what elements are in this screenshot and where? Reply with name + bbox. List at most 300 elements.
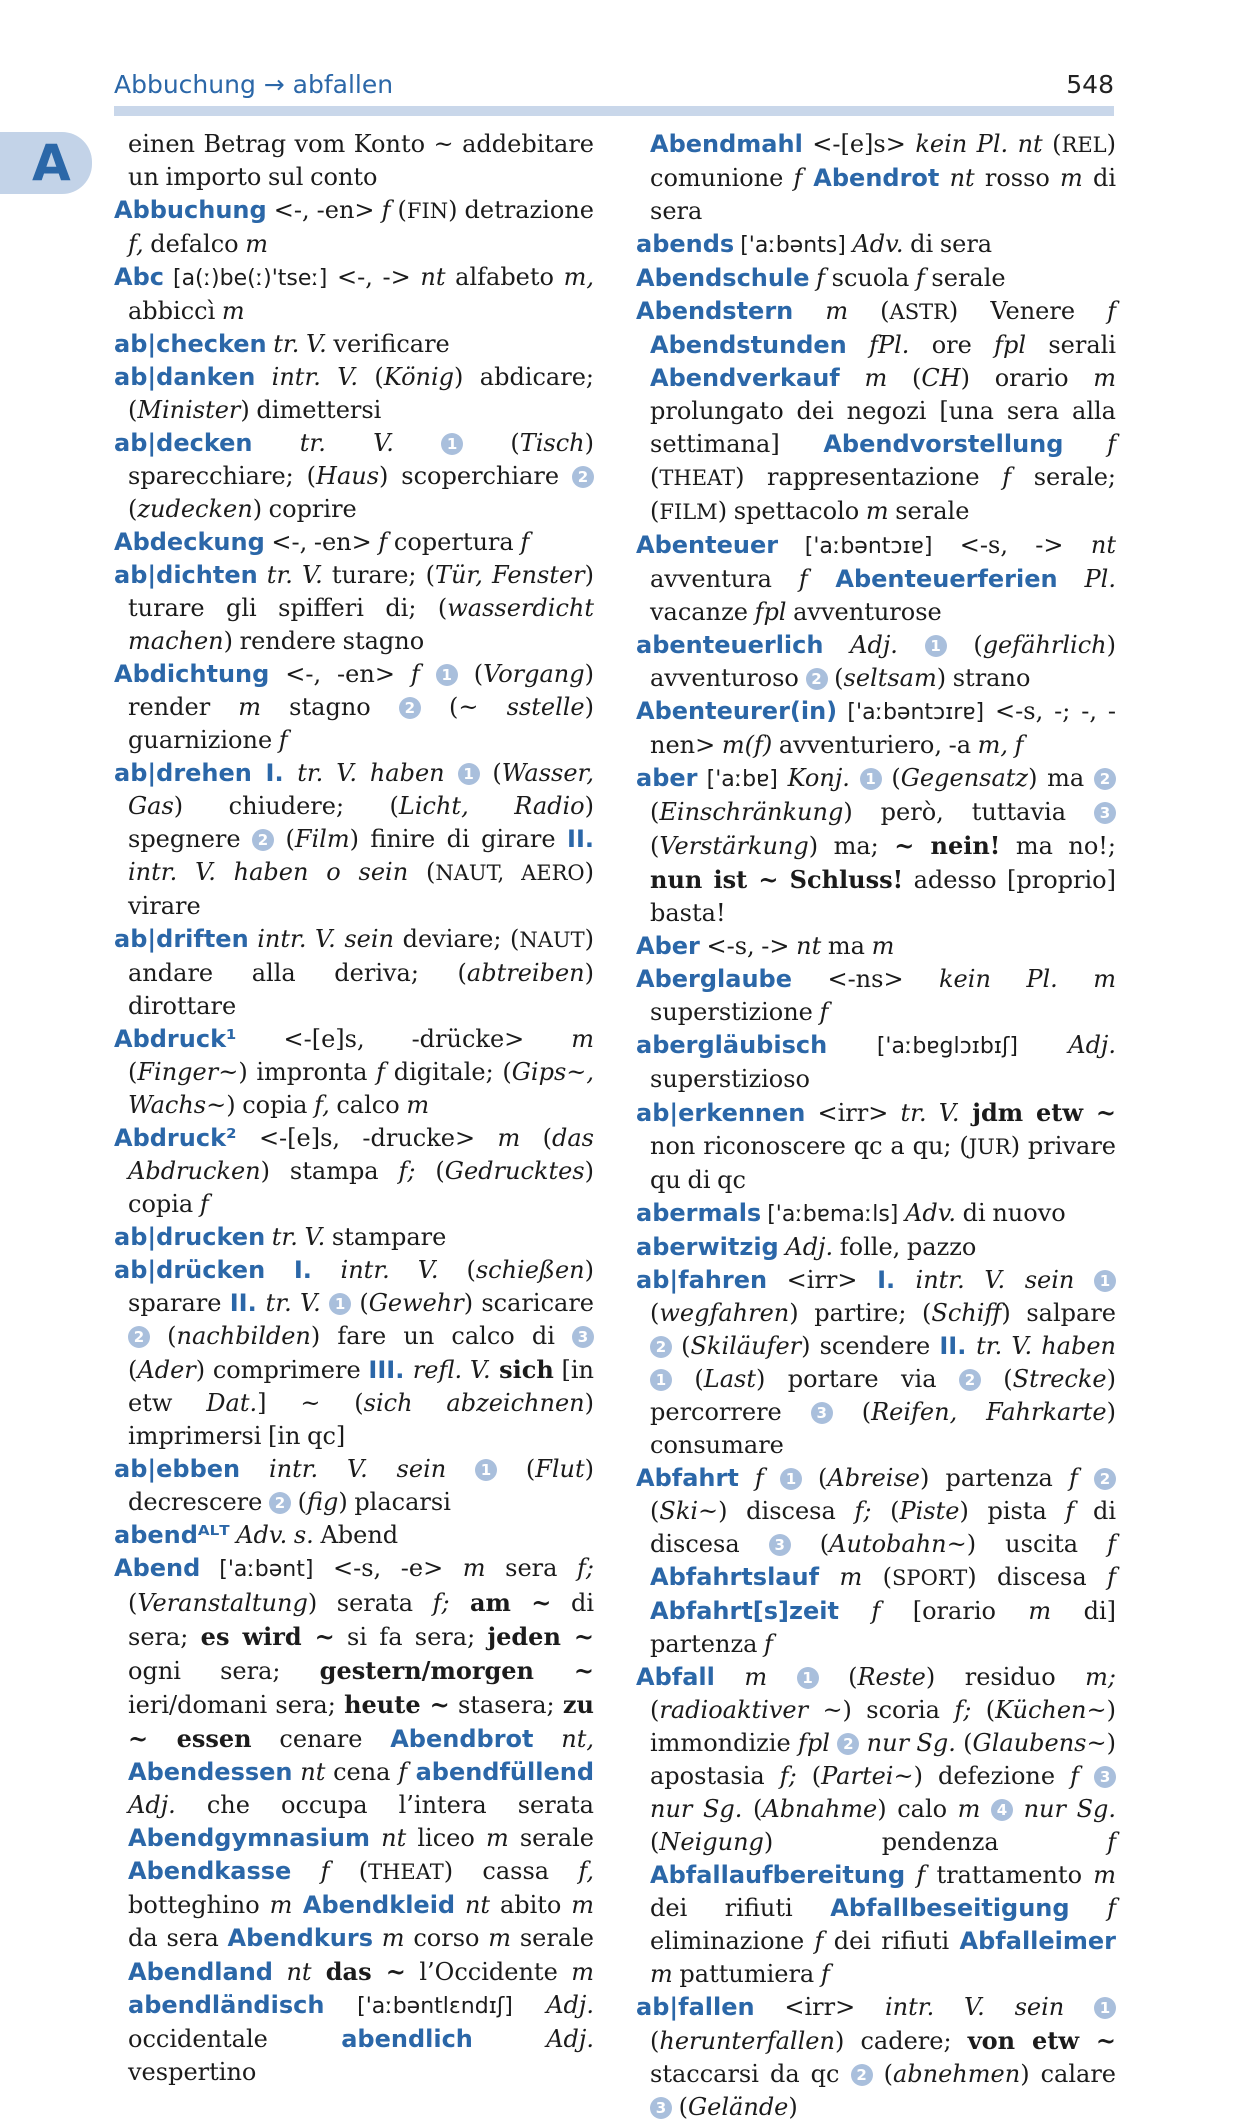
running-head [114,70,1114,106]
dictionary-entry [114,328,594,361]
headword: Abendstern [636,297,794,325]
grammar-note: tr. V. [265,1223,326,1251]
entry-text: ( [274,825,295,853]
grammar-note: nt [796,932,822,960]
entry-text: dei rifiuti [823,1927,960,1955]
grammar-note: Finger~ [137,1058,239,1086]
headword: Abendkurs [227,1924,374,1952]
grammar-note: m [488,1924,512,1952]
grammar-note: Vorgang [483,660,585,688]
dictionary-entry [114,526,594,559]
grammar-note: das Abdrucken [128,1124,594,1185]
entry-text: ( [520,1124,552,1152]
entry-text: ) sparecchiare; ( [128,429,594,490]
entry-text: trattamento [925,1861,1094,1889]
grammar-note: f [1070,1762,1095,1790]
grammar-note: m [485,1824,509,1852]
entry-text: ) rendere stagno [223,627,425,655]
entry-text: avventurose [786,598,942,626]
entry-text: ( [818,1663,858,1691]
grammar-note: f [819,998,829,1026]
entry-text: ( [872,2060,893,2088]
headword: ab|ebben [114,1455,241,1483]
grammar-note: Abnahme [762,1795,878,1823]
headword: Abendvorstellung [823,430,1064,458]
grammar-note: Flut [535,1455,585,1483]
entry-text: ) apostasia [650,1729,1116,1790]
entry-text: serale; ( [650,463,1116,525]
thumb-tab-letter: A [32,134,71,192]
field-label: FIN [406,199,449,223]
headword: Abfallbeseitigung [830,1894,1070,1922]
headword: I. [251,759,298,787]
grammar-note: m, [563,263,595,291]
headword: abends [636,230,735,258]
headword: Abendgymnasium [128,1824,371,1852]
phrase: heute ~ [344,1690,450,1719]
entry-text: ( [650,1497,660,1525]
grammar-note: f [1107,297,1116,325]
grammar-note: Pl. [1057,565,1116,593]
entry-text: rosso [974,164,1061,192]
entry-text: ) serata [307,1589,433,1617]
field-label: NAUT [519,928,585,952]
grammar-note: f [381,196,391,224]
dictionary-entry [636,1462,1116,1661]
dictionary-entry [114,261,594,328]
entry-text: ) immondizie [650,1696,1116,1757]
entry-text: ( [650,1299,660,1327]
grammar-note: nt [370,1824,407,1852]
grammar-note: f [398,1758,408,1786]
entry-text: serale [511,1924,594,1952]
grammar-note: f [1002,463,1012,491]
entry-text: ) decrescere [128,1455,594,1516]
dictionary-entry [114,1221,594,1254]
entry-text: ( [980,1365,1013,1393]
phrase: von etw ~ [967,2026,1116,2055]
grammar-note: Strecke [1012,1365,1107,1393]
grammar-note: Ader [137,1356,196,1384]
field-label: REL [1061,133,1107,157]
entry-text: calco [329,1091,407,1119]
grammar-note: tr. V. [252,429,442,457]
entry-text: <-ns> [792,965,940,993]
entry-text: vacanze [650,598,755,626]
grammar-note: sich abzeichnen [363,1389,585,1417]
grammar-note: tr. V. [265,1289,330,1317]
phonetic: [a(ː)be(ː)'tseː] [163,266,328,291]
headword: Abfalleimer [959,1927,1117,1955]
grammar-note: Schiff [931,1299,1002,1327]
entry-text: <-[e]s, -drücke> [236,1025,572,1053]
entry-text: ( [128,1589,138,1617]
header-rule [114,106,1114,116]
grammar-note: f [905,1861,926,1889]
entry-text: ) chiudere; ( [173,792,399,820]
sense-number: 3 [650,2097,672,2119]
entry-text: ) partenza [919,1464,1069,1492]
grammar-note: intr. V. sein [885,1993,1094,2021]
grammar-note: Autobahn~ [829,1530,967,1558]
headword: Abdruck² [114,1124,237,1152]
grammar-note: Adj. [778,1233,834,1261]
entry-text: dei rifiuti [650,1894,831,1922]
entry-text: Abend [313,1521,399,1549]
headword: II. [567,825,594,853]
grammar-note: f [1065,1497,1075,1525]
entry-text: di sera [650,164,1117,225]
phonetic: ['aːbɐmaːls] [761,1202,899,1227]
entry-text: ore [909,331,995,359]
entry-text: ) calo [877,1795,958,1823]
entry-text: <-, -> [327,263,421,291]
headword: Abenteuer [636,531,779,559]
dictionary-entry [636,1096,1116,1197]
entry-text: ( [150,1322,177,1350]
entry-text: ) copia [128,1157,594,1218]
grammar-note: m [819,1563,863,1591]
entry-text: ( [351,1289,369,1317]
entry-text: ( [955,1729,973,1757]
entry-text: ( [742,1795,763,1823]
entry-text: ) uscita [966,1530,1108,1558]
phonetic: ['aːbənt] [200,1557,314,1582]
dictionary-entry [114,1122,594,1221]
grammar-note: nur Sg. [1013,1795,1117,1823]
entry-text: ) salpare [1001,1299,1116,1327]
entry-text: avventura [650,565,799,593]
grammar-note: fpl [754,598,787,626]
headword: I. [265,1256,341,1284]
entry-text: <-s, -e> [313,1554,463,1582]
entry-text: occidentale [128,2025,342,2053]
headword: ab|drucken [114,1223,266,1251]
dictionary-entry [114,194,594,261]
entry-text: ) spegnere [128,792,594,853]
grammar-note: Piste [899,1497,960,1525]
dictionary-entry [114,1552,594,2089]
grammar-note: f [1107,1828,1116,1856]
dictionary-entry [636,1264,1116,1462]
entry-text: ) placarsi [338,1488,451,1516]
grammar-note: tr. V. haben [976,1332,1117,1360]
entry-text: ) comprimere [195,1356,369,1384]
entry-text: ( [415,1157,445,1185]
dictionary-entry [114,1519,594,1552]
sense-number: 2 [252,829,274,851]
dictionary-entry [636,963,1116,1029]
grammar-note: abtreiben [466,959,585,987]
entry-text: ) portare via [755,1365,959,1393]
entry-text: ) Venere [948,297,1108,325]
headword: II. [229,1289,266,1317]
dictionary-entry [114,1023,594,1122]
grammar-note: m [238,693,262,721]
grammar-note: Gedrucktes [444,1157,585,1185]
dictionary-entry [636,629,1116,695]
entry-text: <-, -en> [264,528,379,556]
grammar-note: intr. V. sein [915,1266,1095,1294]
dictionary-entry [114,757,594,923]
grammar-note: tr. V. [257,561,323,589]
phrase: nun ist ~ Schluss! [650,865,904,894]
dictionary-entry [636,1661,1116,1991]
entry-text: di sera; [128,1589,595,1651]
grammar-note: Neigung [659,1828,764,1856]
grammar-note: nachbilden [176,1322,311,1350]
grammar-note: nt [292,1758,326,1786]
headword: Aberglaube [636,965,793,993]
sense-number: 2 [806,668,828,690]
headword: ab|drücken [114,1256,266,1284]
headword: Abend [114,1554,201,1582]
entry-text: cenare [251,1725,391,1753]
headword: ab|erkennen [636,1099,806,1127]
dictionary-entry [114,923,594,1023]
sense-number: 1 [860,768,882,790]
entry-text: ogni sera; [128,1657,320,1685]
entry-text: <-s, -; -, -nen> [650,697,1116,759]
sense-number: 1 [436,664,458,686]
grammar-note: seltsam [843,664,937,692]
entry-text: ( [650,832,660,860]
entry-text: ) andare alla deriva; ( [128,925,594,987]
dictionary-entry [114,658,594,757]
sense-number: 1 [441,433,463,455]
grammar-note: f [814,1927,824,1955]
sense-number: 2 [1094,1468,1116,1490]
entry-text: cena [325,1758,399,1786]
headword: Abendland [128,1958,273,1986]
left-column [114,128,595,2086]
grammar-note: f; [854,1497,872,1525]
grammar-note: nt [420,263,446,291]
grammar-note: Konj. [777,764,860,792]
entry-text: scuola [825,264,916,292]
dictionary-entry [636,1197,1116,1231]
sense-number: 1 [797,1667,819,1689]
headword: aber [636,764,698,792]
entry-text: non riconoscere qc a qu; ( [650,1132,969,1160]
headword: ab|danken [114,363,256,391]
dictionary-entry [636,1231,1116,1264]
entry-text: ) calare [1020,2060,1117,2088]
grammar-note: Reste [857,1663,926,1691]
entry-text: adesso [proprio] basta! [650,866,1116,927]
entry-text: ) detrazione [448,196,594,224]
grammar-note: f, [314,1091,330,1119]
phrase: zu ~ essen [128,1690,594,1753]
entry-text: ) ma [1028,764,1094,792]
grammar-note: f [520,528,530,556]
entry-text: ] ~ ( [257,1389,364,1417]
entry-text: ( [672,2093,688,2121]
entry-text: ) turare gli spifferi di; ( [128,561,595,622]
headword: Abfahrt [636,1464,739,1492]
phonetic: ['aːbəntlɛndɪʃ] [324,1994,513,2019]
headword: Abfall [636,1663,715,1691]
headword: Abc [114,263,164,291]
entry-text: einen Betrag vom Konto ~ addebitare un importo sul conto [128,130,594,191]
grammar-note: f [1107,1530,1116,1558]
grammar-note: Küchen~ [995,1696,1107,1724]
grammar-note: nt [455,1891,491,1919]
grammar-note: Partei~ [821,1762,914,1790]
grammar-note: Gewehr [368,1289,464,1317]
entry-text: ( [408,858,436,886]
entry-text: ) comunione [650,130,1116,192]
sense-number: 1 [780,1468,802,1490]
dictionary-entry [636,930,1116,963]
grammar-note: kein Pl. m [939,965,1116,993]
sense-number: 2 [851,2064,873,2086]
field-label: ASTR [889,300,949,324]
entry-text: ( [497,1455,536,1483]
headword: Abendschule [636,264,810,292]
grammar-note: Verstärkung [659,832,809,860]
headword: Abdeckung [114,528,265,556]
entry-text: ) scoperchiare [379,462,572,490]
grammar-note: m(f) [721,731,773,759]
headword: Abfahrt[s]zeit [650,1597,839,1625]
entry-text: ) orario [960,364,1094,392]
grammar-note: f, [128,230,144,258]
entry-text: serale [924,264,1006,292]
entry-text: ) scoria [842,1696,955,1724]
grammar-note: m [373,1924,405,1952]
grammar-note: Minister [137,396,241,424]
dictionary-entry [636,128,1116,228]
grammar-note: m [793,297,849,325]
entry-text: ( [672,1365,704,1393]
entry-text: <-, -en> [266,196,382,224]
grammar-note: m [839,364,888,392]
grammar-note: Adj. [512,1991,594,2019]
dictionary-entry [636,695,1116,762]
grammar-note: f [278,726,288,754]
entry-text: ) rappresentazione [735,463,1003,491]
entry-text: ( [650,798,660,826]
headword: Abfahrtslauf [650,1563,820,1591]
grammar-note: Adv. [898,1199,957,1227]
grammar-note: m [1093,1861,1116,1889]
dictionary-entry [114,1254,594,1453]
grammar-note: Einschränkung [659,798,844,826]
sense-number: 2 [650,1336,672,1358]
entry-text: ) dirottare [128,959,594,1020]
headword: abendlich [341,2025,473,2053]
dictionary-entry [114,427,594,526]
entry-text: [orario [880,1597,1029,1625]
grammar-note: m [221,297,245,325]
grammar-note: m [571,1025,594,1053]
grammar-note: f; [398,1157,416,1185]
grammar-note: Adj. [1017,1031,1116,1059]
grammar-note: Gips~, Wachs~ [128,1058,594,1119]
grammar-note: radioaktiver ~ [659,1696,843,1724]
dictionary-entry [114,128,594,194]
phonetic: ['aːbəntɔɪɐ] [778,534,933,559]
grammar-note: fpl [994,331,1027,359]
grammar-note: Dat. [206,1389,258,1417]
field-label: SPORT [892,1566,968,1590]
entry-text: stasera; [449,1691,563,1719]
headword: abermals [636,1199,762,1227]
entry-text: ) guarnizione [128,693,595,754]
phrase: gestern/morgen ~ [319,1656,594,1685]
entry-text: <-s, -> [699,932,797,960]
grammar-note: kein Pl. nt [915,130,1043,158]
headword: abendfüllend [407,1758,595,1786]
entry-text: ( [871,1497,900,1525]
sense-number: 3 [1094,802,1116,824]
grammar-note: f [410,660,436,688]
entry-text: di discesa [650,1497,1117,1558]
grammar-note: König [383,363,455,391]
sense-number: 2 [128,1326,150,1348]
grammar-note: f [376,1058,386,1086]
grammar-note: abnehmen [892,2060,1021,2088]
entry-text: ) scaricare [463,1289,595,1317]
entry-text: ( [650,1828,660,1856]
headword: Abendrot [802,164,940,192]
grammar-note: herunterfallen [659,2027,835,2055]
headword: Abendessen [128,1758,293,1786]
grammar-note: m [1028,1597,1052,1625]
entry-text: defalco [143,230,246,258]
headword: ab|drehen [114,759,252,787]
entry-text: avventuriero, -a [772,731,978,759]
entry-text: <-[e]s> [802,130,916,158]
phonetic: ['aːbɐ] [697,767,778,792]
headword: ab|decken [114,429,253,457]
grammar-note: nur Sg. [859,1729,956,1757]
dictionary-entry [636,762,1116,930]
headword: ab|driften [114,925,249,953]
entry-text: ( [672,1332,691,1360]
entry-text: ( [479,759,502,787]
entry-text: ) cassa [443,1857,579,1885]
field-label: THEAT [659,466,736,490]
headword: abendländisch [128,1991,325,2019]
right-column [636,128,1117,2121]
entry-text: ma no!; [1000,832,1117,860]
entry-text: ) sparare [128,1256,594,1317]
grammar-note: Skiläufer [690,1332,802,1360]
entry-text: <irr> [767,1266,878,1294]
sense-number: 2 [959,1369,981,1391]
sense-number: 1 [925,635,947,657]
page-number: 548 [1066,70,1114,99]
entry-text: <-[e]s, -drucke> [236,1124,498,1152]
entry-text: ( [438,1256,476,1284]
entry-text: turare; ( [322,561,435,589]
headword: Abendkasse [128,1857,292,1885]
entry-text: ) copia [226,1091,315,1119]
entry-text: deviare; ( [394,925,520,953]
entry-text: ) strano [936,664,1031,692]
headword: III. [368,1356,413,1384]
phrase: jeden ~ [487,1622,594,1651]
headword: ab|fallen [636,1993,755,2021]
grammar-note: f; [577,1554,595,1582]
grammar-note: m [571,1891,595,1919]
entry-text: ) render [128,660,594,721]
grammar-note: wasserdicht machen [128,594,594,655]
headword: I. [877,1266,916,1294]
entry-text: ( [457,660,484,688]
